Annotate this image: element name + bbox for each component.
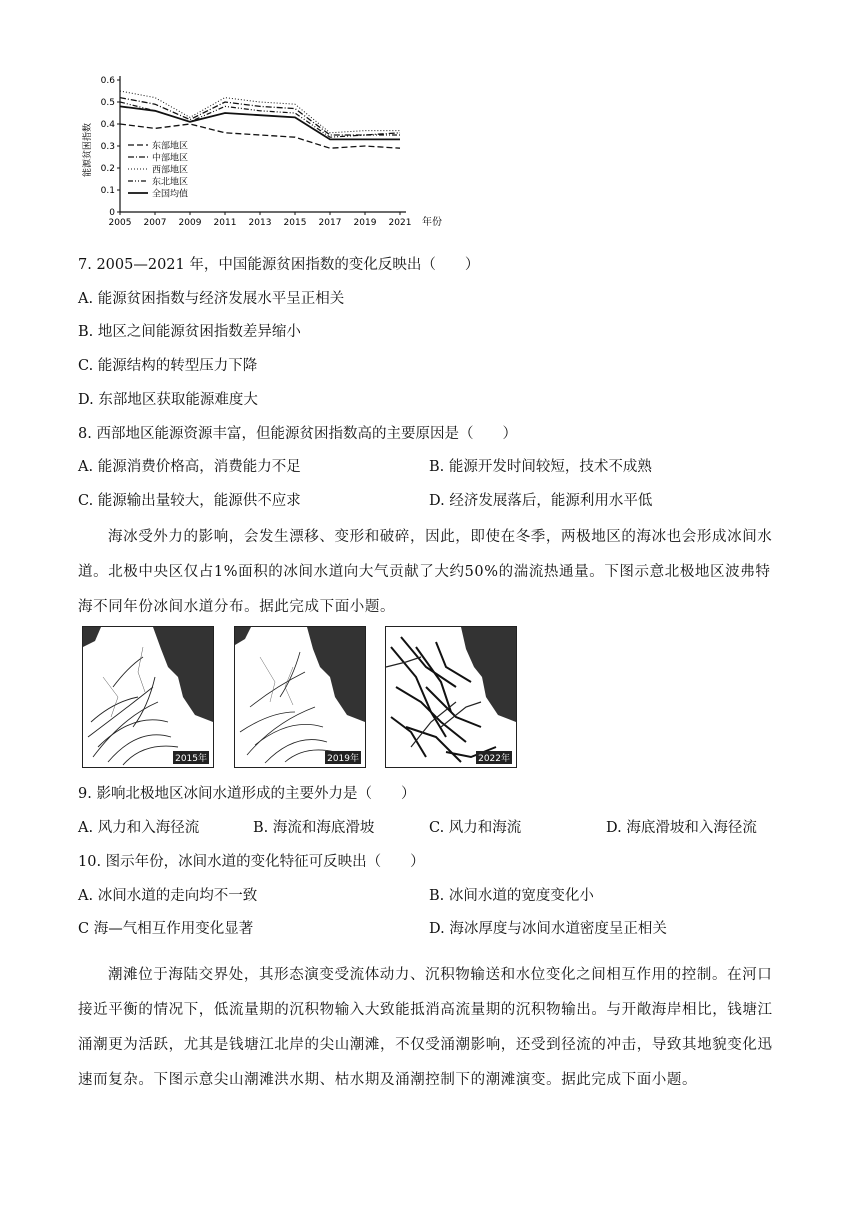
y-tick-label: 0 (109, 208, 115, 218)
q8-option-d: D. 经济发展落后，能源利用水平低 (429, 493, 653, 509)
series-line (120, 98, 400, 135)
q7-option-b: B. 地区之间能源贫困指数差异缩小 (78, 324, 301, 340)
x-tick-label: 2007 (143, 218, 167, 228)
q9-option-a: A. 风力和入海径流 (78, 820, 200, 836)
map-year-label: 2019年 (325, 751, 361, 764)
x-tick-label: 2015 (283, 218, 307, 228)
series-line (120, 102, 400, 137)
sea-ice-lead-map-2015 (83, 627, 213, 767)
map-2022 (385, 626, 517, 768)
x-tick-label: 2011 (213, 218, 237, 228)
q9-option-b: B. 海流和海底滑坡 (253, 820, 375, 836)
y-tick-label: 0.1 (100, 186, 115, 196)
legend-label: 全国均值 (152, 189, 189, 200)
map-year-label: 2022年 (476, 751, 512, 764)
x-tick-label: 2019 (353, 218, 377, 228)
q9-option-c: C. 风力和海流 (429, 820, 522, 836)
map-2015 (82, 626, 214, 768)
q10-option-a: A. 冰间水道的走向均不一致 (78, 888, 258, 904)
x-tick-label: 2021 (388, 218, 412, 228)
q8-stem: 8. 西部地区能源资源丰富，但能源贫困指数高的主要原因是（ ） (78, 426, 517, 442)
q7-option-a: A. 能源贫困指数与经济发展水平呈正相关 (78, 291, 345, 307)
sea-ice-lead-map-2022 (386, 627, 516, 767)
x-axis-label: 年份 (422, 217, 442, 228)
y-tick-label: 0.2 (100, 164, 115, 174)
q9-stem: 9. 影响北极地区冰间水道形成的主要外力是（ ） (78, 786, 416, 802)
q8-option-c: C. 能源输出量较大，能源供不应求 (78, 493, 301, 509)
energy-poverty-line-chart (70, 70, 442, 240)
q8-option-a: A. 能源消费价格高，消费能力不足 (78, 459, 301, 475)
legend-label: 东部地区 (152, 141, 189, 152)
q10-option-c: C 海—气相互作用变化显著 (78, 921, 254, 937)
q8-option-b: B. 能源开发时间较短，技术不成熟 (429, 459, 652, 475)
legend-label: 中部地区 (152, 153, 189, 164)
legend-label: 西部地区 (152, 165, 189, 176)
y-tick-label: 0.5 (100, 98, 115, 108)
x-tick-label: 2009 (178, 218, 202, 228)
q10-stem: 10. 图示年份，冰间水道的变化特征可反映出（ ） (78, 854, 425, 870)
x-tick-label: 2017 (318, 218, 342, 228)
legend-label: 东北地区 (152, 177, 189, 188)
q7-option-c: C. 能源结构的转型压力下降 (78, 358, 258, 374)
q7-stem: 7. 2005—2021 年，中国能源贫困指数的变化反映出（ ） (78, 257, 480, 273)
y-axis-label: 能源贫困指数 (83, 122, 93, 178)
q10-option-d: D. 海冰厚度与冰间水道密度呈正相关 (429, 921, 667, 937)
passage-tidal-flat: 潮滩位于海陆交界处，其形态演变受流体动力、沉积物输送和水位变化之间相互作用的控制。在河口接近平衡的情况下，低流量期的沉积物输入大致能抵消高流量期的沉积物输出。与开敞海岸相比，钱塘江涌潮更为活跃，尤其是钱塘江北岸的尖山潮滩，不仅受涌潮影响，还受到径流的冲击，导致其地貌变化迅速而复杂。下图示意尖山潮滩洪水期、枯水期及涌潮控制下的潮滩演变。据此完成下面小题。 (78, 967, 773, 1088)
y-tick-label: 0.6 (100, 76, 115, 86)
q9-option-d: D. 海底滑坡和入海径流 (606, 820, 757, 836)
x-tick-label: 2005 (108, 218, 132, 228)
sea-ice-lead-map-2019 (235, 627, 365, 767)
q7-option-d: D. 东部地区获取能源难度大 (78, 392, 258, 408)
map-2019 (234, 626, 366, 768)
y-tick-label: 0.3 (100, 142, 115, 152)
series-line (120, 91, 400, 133)
q10-option-b: B. 冰间水道的宽度变化小 (429, 888, 594, 904)
map-year-label: 2015年 (173, 751, 209, 764)
passage-sea-ice: 海冰受外力的影响，会发生漂移、变形和破碎，因此，即使在冬季，两极地区的海冰也会形成冰间水道。北极中央区仅占1%面积的冰间水道向大气贡献了大约50%的湍流热通量。下图示意北极地区波弗特海不同年份冰间水道分布。据此完成下面小题。 (78, 529, 773, 615)
y-tick-label: 0.4 (100, 120, 115, 130)
x-tick-label: 2013 (248, 218, 272, 228)
